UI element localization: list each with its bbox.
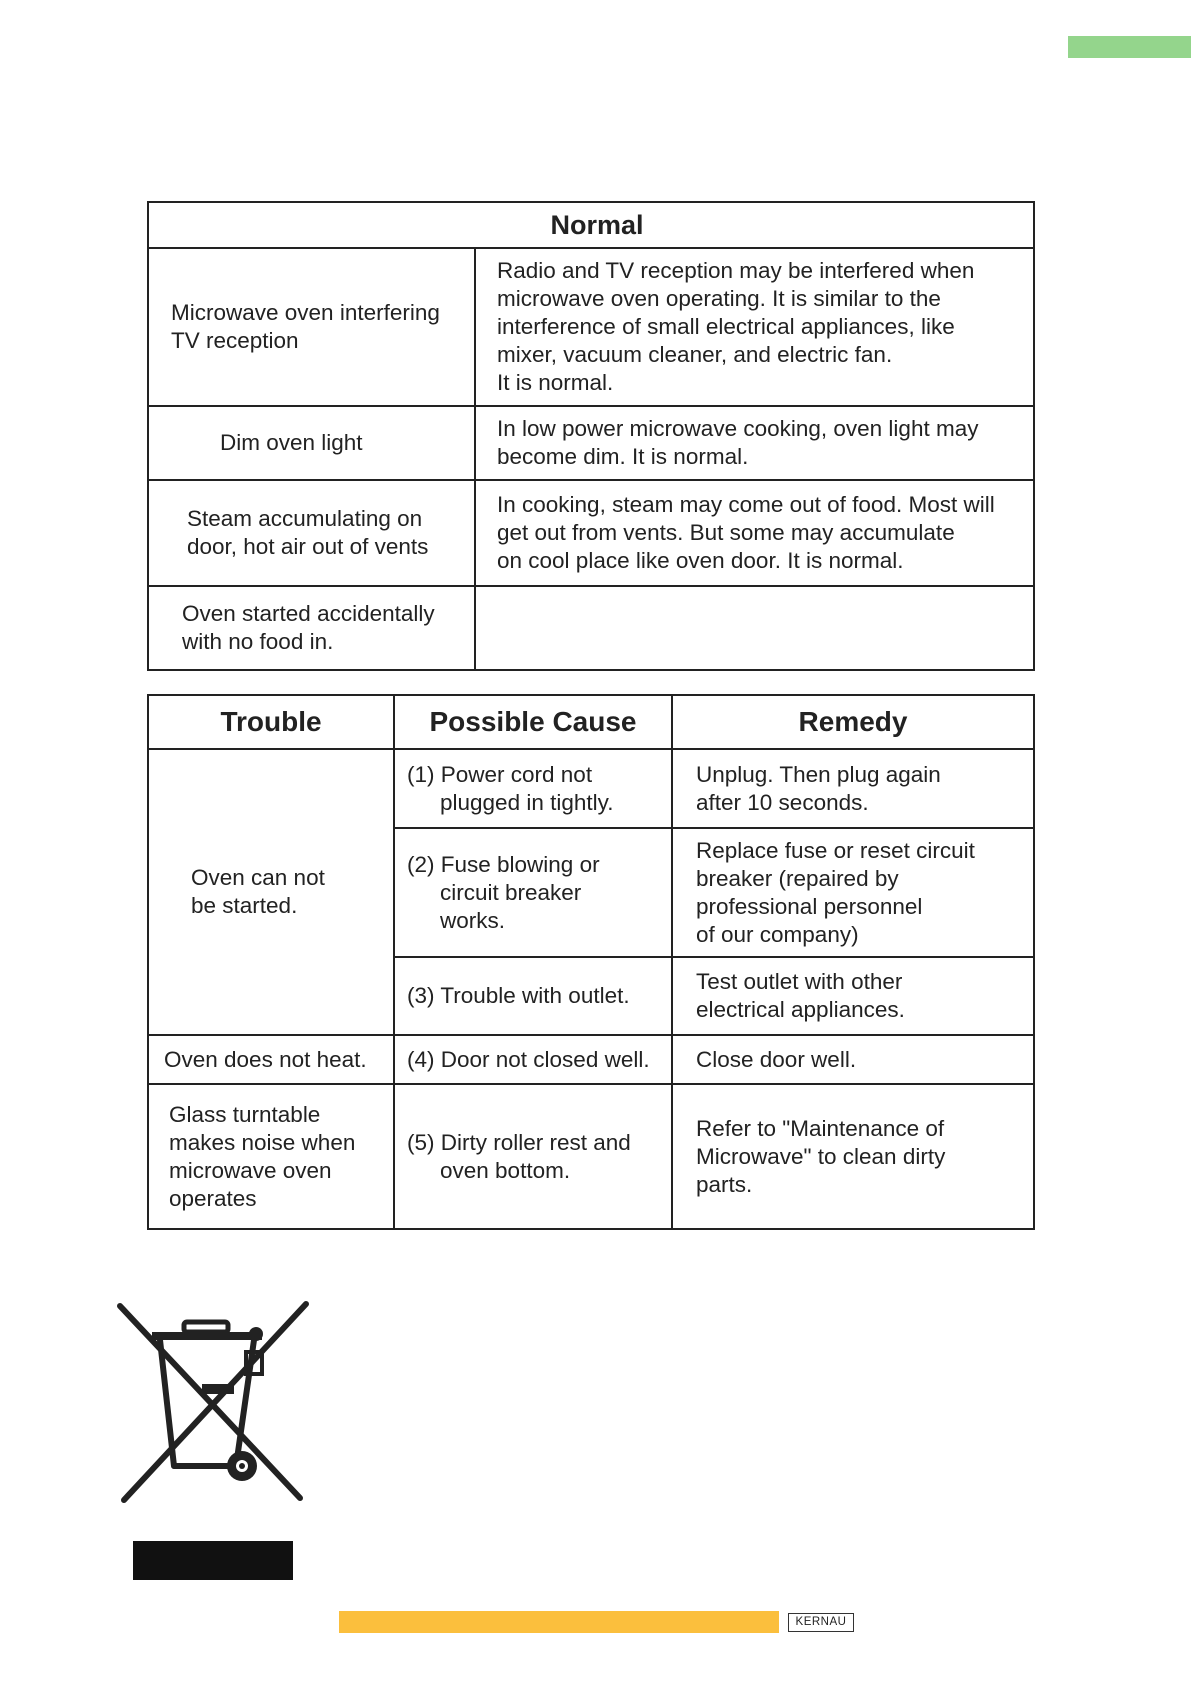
cause-cell: (4) Door not closed well. <box>394 1035 672 1084</box>
table-row <box>148 406 1034 480</box>
table-row <box>148 1084 1034 1229</box>
remedy-cell: Unplug. Then plug again after 10 seconds. <box>672 749 1034 828</box>
brand-logo: KERNAU <box>788 1613 854 1632</box>
cause-cell: (1) Power cord not plugged in tightly. <box>394 749 672 828</box>
table-row <box>148 749 1034 828</box>
issue-cell: Oven started accidentally with no food in. <box>148 586 475 670</box>
issue-cell: Microwave oven interfering TV reception <box>148 248 475 406</box>
explanation-cell: Radio and TV reception may be interfered when microwave oven operating. It is similar to the interference of small electrical appliances, like mixer, vacuum cleaner, and electric fan. It is normal. <box>475 248 1034 406</box>
header-possible-cause: Possible Cause <box>394 695 672 749</box>
header-trouble: Trouble <box>148 695 394 749</box>
trouble-cell: Oven can not be started. <box>148 749 394 1035</box>
trouble-cell: Oven does not heat. <box>148 1035 394 1084</box>
issue-cell: Steam accumulating on door, hot air out of vents <box>148 480 475 586</box>
cause-cell: (2) Fuse blowing or circuit breaker works. <box>394 828 672 957</box>
normal-table <box>147 201 1035 671</box>
trouble-cell: Glass turntable makes noise when microwave oven operates <box>148 1084 394 1229</box>
trouble-table <box>147 694 1035 1230</box>
black-bar <box>133 1541 293 1580</box>
explanation-cell <box>475 586 1034 670</box>
header-remedy: Remedy <box>672 695 1034 749</box>
table-row <box>148 248 1034 406</box>
page-tab-marker <box>1068 36 1191 58</box>
footer-bar <box>339 1611 779 1633</box>
normal-header: Normal <box>148 202 1034 248</box>
remedy-cell: Close door well. <box>672 1035 1034 1084</box>
table-row <box>148 480 1034 586</box>
cause-cell: (5) Dirty roller rest and oven bottom. <box>394 1084 672 1229</box>
explanation-cell: In low power microwave cooking, oven light may become dim. It is normal. <box>475 406 1034 480</box>
remedy-cell: Refer to "Maintenance of Microwave" to clean dirty parts. <box>672 1084 1034 1229</box>
table-row <box>148 586 1034 670</box>
weee-crossed-bin-icon <box>112 1298 312 1506</box>
cause-cell: (3) Trouble with outlet. <box>394 957 672 1035</box>
table-row <box>148 1035 1034 1084</box>
remedy-cell: Replace fuse or reset circuit breaker (repaired by professional personnel of our company) <box>672 828 1034 957</box>
issue-cell: Dim oven light <box>148 406 475 480</box>
explanation-cell: In cooking, steam may come out of food. Most will get out from vents. But some may accumulate on cool place like oven door. It is normal. <box>475 480 1034 586</box>
remedy-cell: Test outlet with other electrical appliances. <box>672 957 1034 1035</box>
